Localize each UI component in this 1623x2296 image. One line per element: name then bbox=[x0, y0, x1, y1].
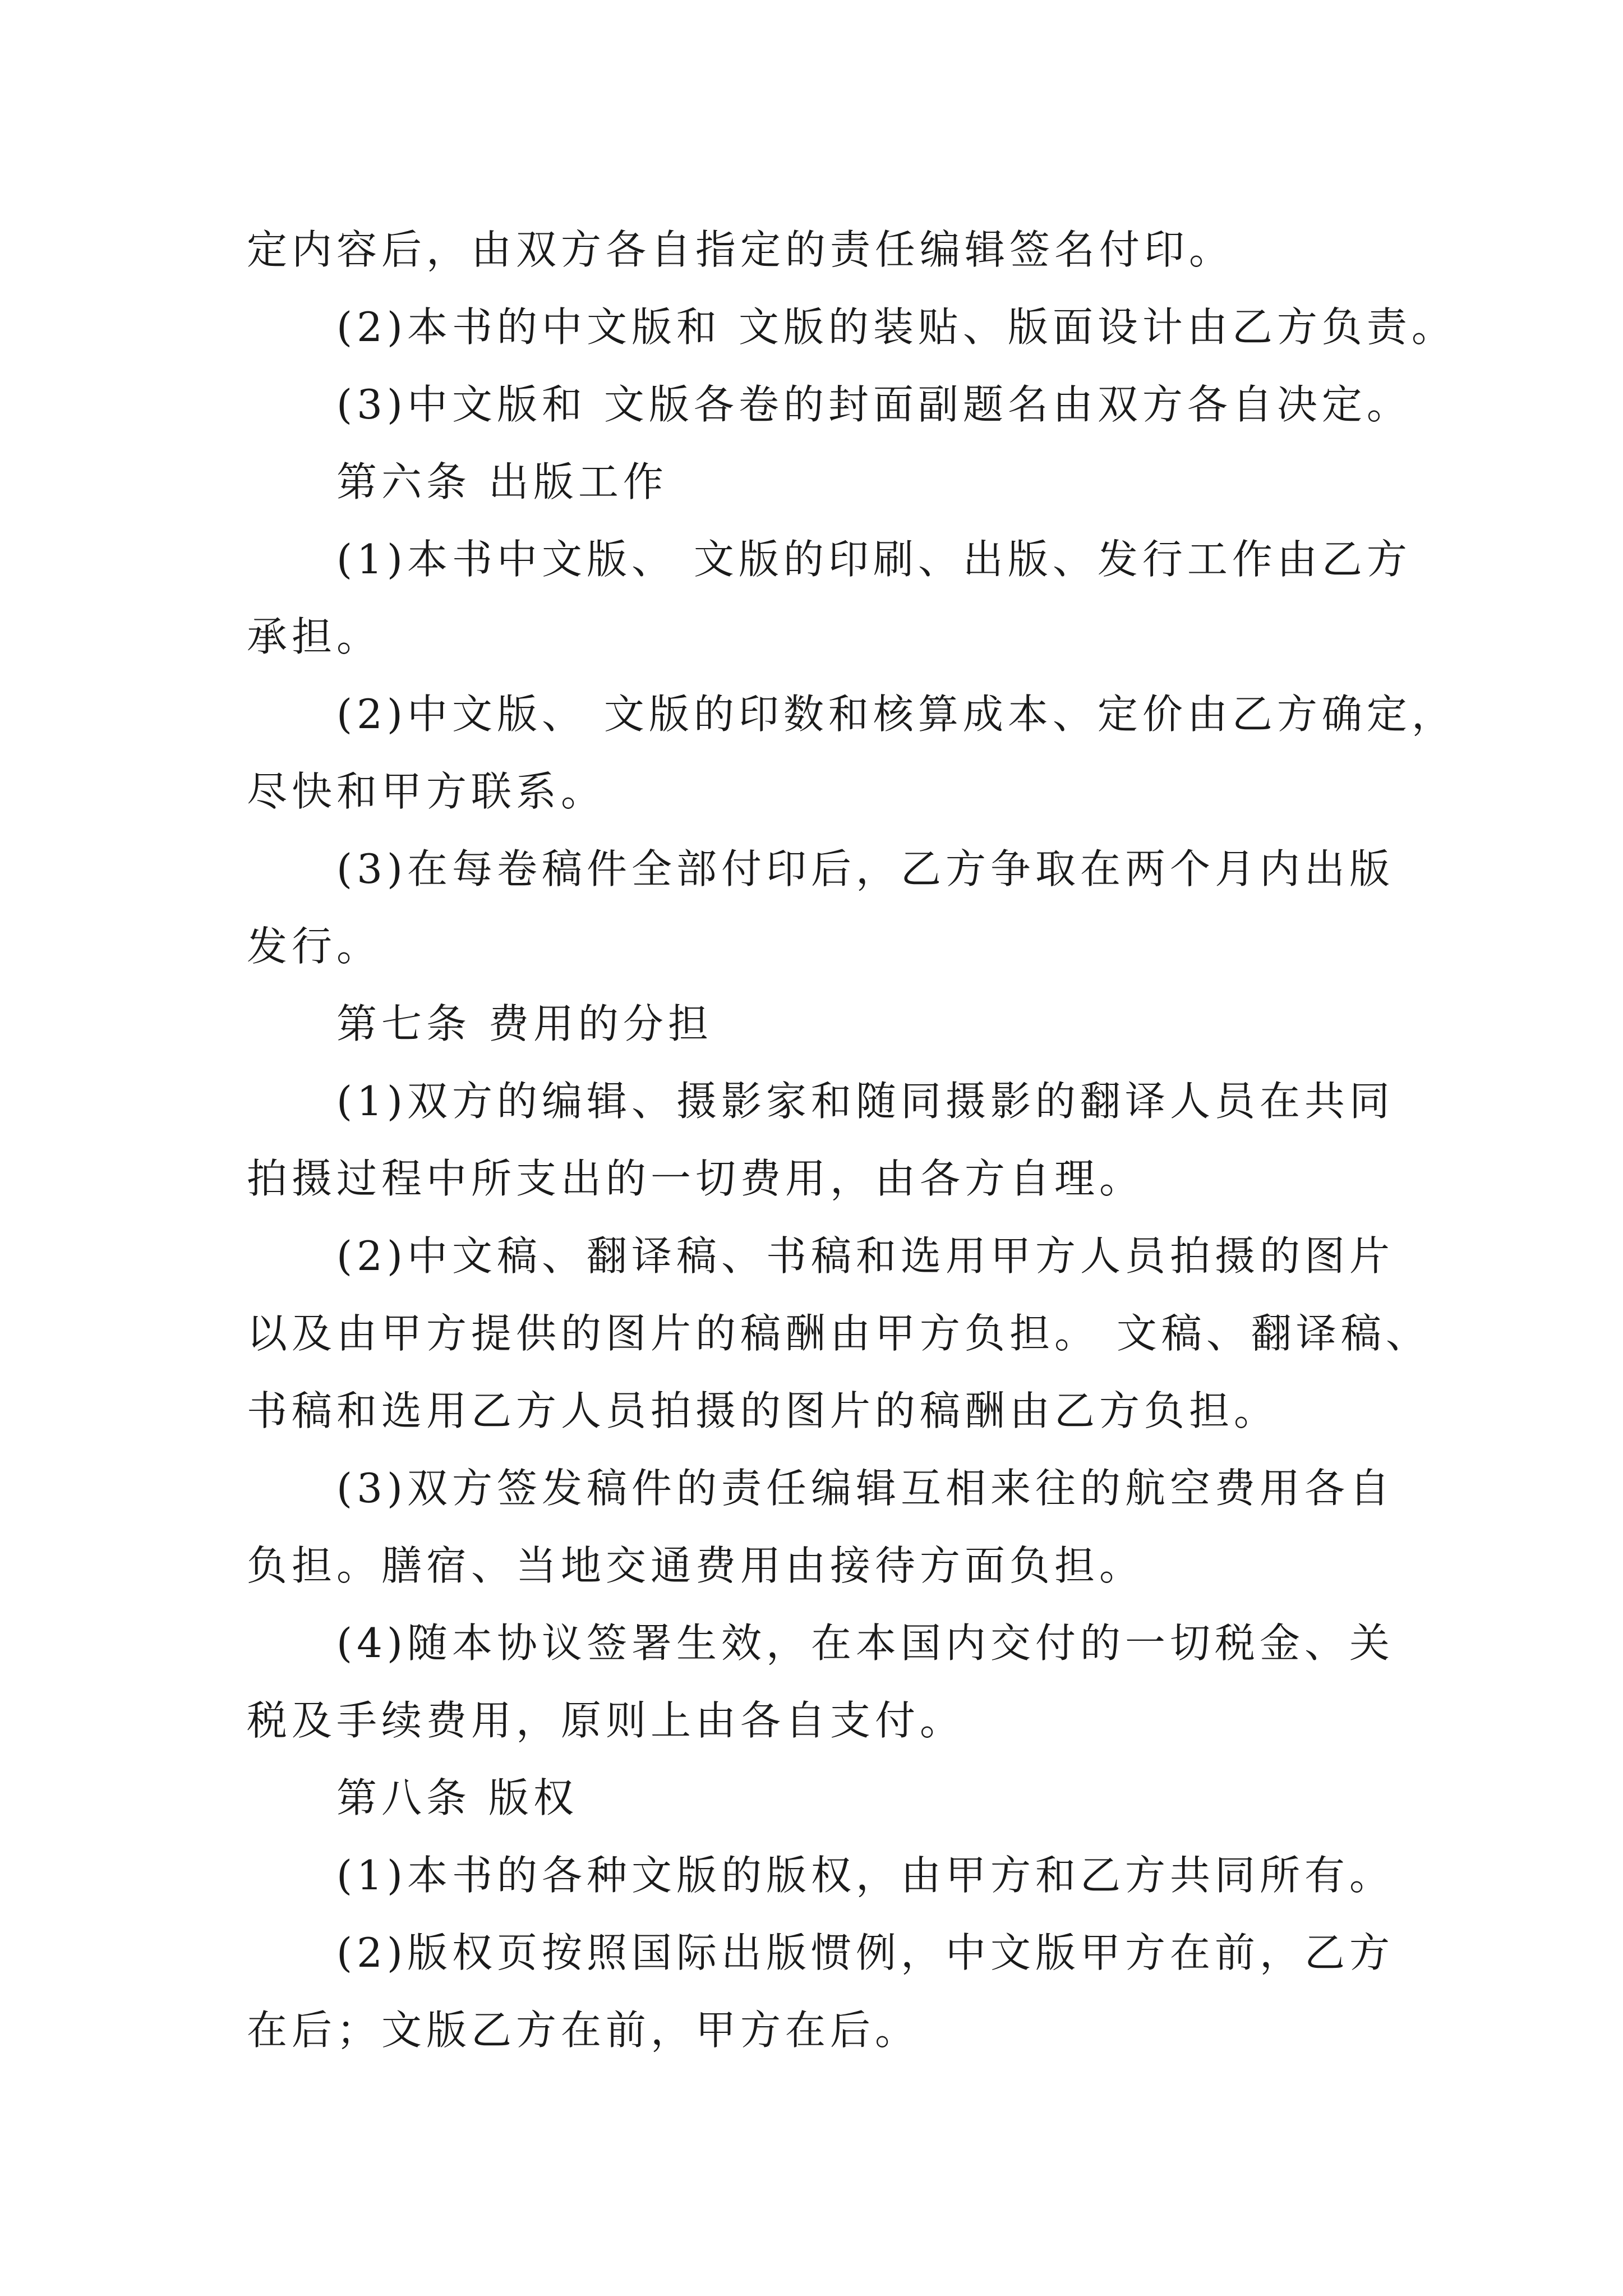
text-line: (3)中文版和 文版各卷的封面副题名由双方各自决定。 bbox=[336, 381, 1412, 428]
text-line: (4)随本协议签署生效，在本国内交付的一切税金、关 bbox=[336, 1619, 1394, 1667]
section-heading: 第八条 版权 bbox=[336, 1774, 578, 1821]
text-line: (1)双方的编辑、摄影家和随同摄影的翻译人员在共同 bbox=[336, 1078, 1394, 1125]
text-line: 发行。 bbox=[247, 923, 382, 970]
text-line: 书稿和选用乙方人员拍摄的图片的稿酬由乙方负担。 bbox=[247, 1387, 1279, 1434]
text-line: 以及由甲方提供的图片的稿酬由甲方负担。 文稿、翻译稿、 bbox=[247, 1310, 1431, 1357]
text-line: (3)在每卷稿件全部付印后，乙方争取在两个月内出版 bbox=[336, 845, 1394, 892]
text-line: (2)中文版、 文版的印数和核算成本、定价由乙方确定， bbox=[336, 691, 1456, 738]
text-line: 尽快和甲方联系。 bbox=[247, 768, 606, 815]
text-line: (2)中文稿、翻译稿、书稿和选用甲方人员拍摄的图片 bbox=[336, 1232, 1394, 1280]
text-line: 承担。 bbox=[247, 613, 382, 660]
text-line: (3)双方签发稿件的责任编辑互相来往的航空费用各自 bbox=[336, 1465, 1394, 1512]
section-heading: 第七条 费用的分担 bbox=[336, 1000, 713, 1047]
text-line: 负担。膳宿、当地交通费用由接待方面负担。 bbox=[247, 1542, 1145, 1589]
text-line: (1)本书中文版、 文版的印刷、出版、发行工作由乙方 bbox=[336, 536, 1412, 583]
text-line: (2)本书的中文版和 文版的装贴、版面设计由乙方负责。 bbox=[336, 303, 1456, 351]
text-line: (2)版权页按照国际出版惯例，中文版甲方在前，乙方 bbox=[336, 1929, 1394, 1976]
text-line: 拍摄过程中所支出的一切费用，由各方自理。 bbox=[247, 1155, 1145, 1202]
section-heading: 第六条 出版工作 bbox=[336, 458, 668, 505]
text-line: (1)本书的各种文版的版权，由甲方和乙方共同所有。 bbox=[336, 1852, 1394, 1899]
text-line: 税及手续费用，原则上由各自支付。 bbox=[247, 1697, 965, 1744]
text-line: 定内容后，由双方各自指定的责任编辑签名付印。 bbox=[247, 226, 1234, 273]
text-line: 在后；文版乙方在前，甲方在后。 bbox=[247, 2007, 920, 2054]
